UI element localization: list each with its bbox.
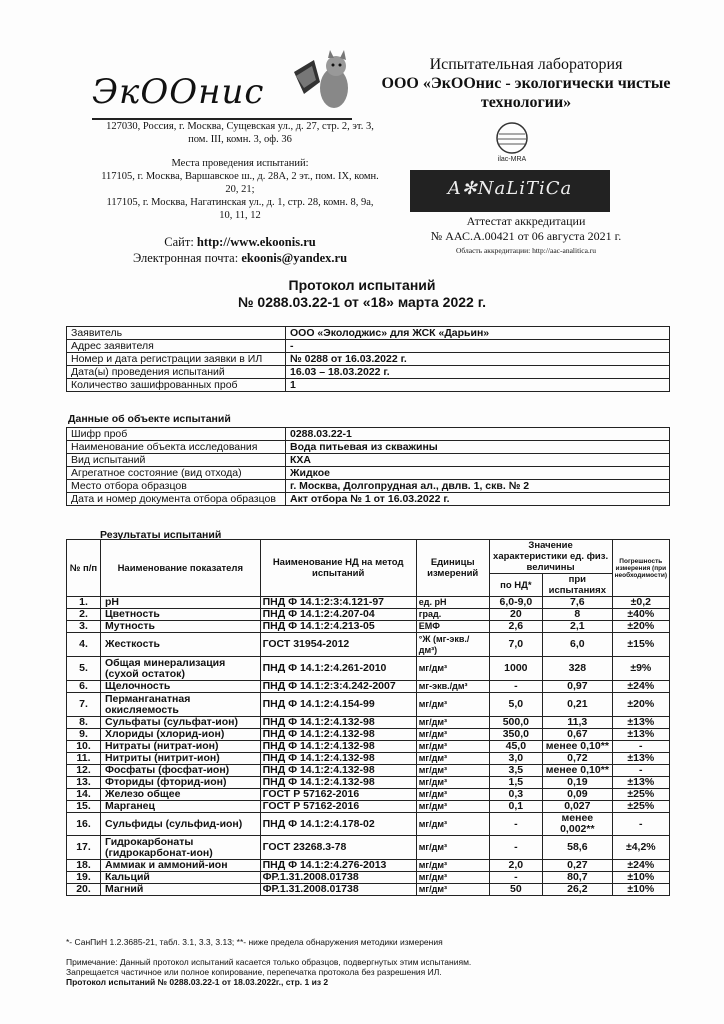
info-row (67, 353, 670, 366)
error-value: ±13% (612, 753, 669, 765)
row-number: 14. (67, 789, 101, 801)
indicator-name: Гидрокарбонаты (гидрокарбонат-ион) (101, 836, 261, 860)
accred-line-2: № ААС.А.00421 от 06 августа 2021 г. (430, 229, 622, 243)
row-number: 3. (67, 621, 101, 633)
method-name: ГОСТ Р 57162-2016 (260, 789, 416, 801)
unit-cell: мг/дм³ (416, 836, 489, 860)
email-label: Электронная почта: (132, 251, 239, 265)
indicator-name: Хлориды (хлорид-ион) (101, 729, 261, 741)
error-value: ±9% (612, 657, 669, 681)
error-value: ±20% (612, 621, 669, 633)
method-name: ПНД Ф 14.1:2:4.276-2013 (260, 860, 416, 872)
nd-value: 1000 (489, 657, 542, 681)
table-row (67, 884, 670, 896)
col-unit-header: Единицы измерений (416, 540, 489, 597)
row-number: 4. (67, 633, 101, 657)
company-logo (92, 60, 352, 120)
unit-cell: мг/дм³ (416, 860, 489, 872)
applicant-table (66, 326, 670, 392)
unit-cell: мг/дм³ (416, 789, 489, 801)
info-value: № 0288 от 16.03.2022 г. (286, 353, 670, 366)
error-value: ±10% (612, 884, 669, 896)
unit-cell: °Ж (мг-экв./дм³) (416, 633, 489, 657)
error-value: - (612, 741, 669, 753)
table-row (67, 813, 670, 836)
logo-text: ЭкООнис (92, 72, 265, 112)
test-value: 2,1 (543, 621, 613, 633)
object-section-title: Данные об объекте испытаний (68, 413, 231, 425)
method-name: ГОСТ 23268.3-78 (260, 836, 416, 860)
info-value: Жидкое (286, 467, 670, 480)
test-value: 80,7 (543, 872, 613, 884)
info-value: 1 (286, 379, 670, 392)
indicator-name: Фосфаты (фосфат-ион) (101, 765, 261, 777)
test-value: 0,97 (543, 681, 613, 693)
indicator-name: Аммиак и аммоний-ион (101, 860, 261, 872)
nd-value: 500,0 (489, 717, 542, 729)
method-name: ПНД Ф 14.1:2:4.213-05 (260, 621, 416, 633)
places-title: Места проведения испытаний: (171, 158, 309, 169)
info-row (67, 379, 670, 392)
analitica-logo-text: A✻NaLiTiCa (447, 178, 573, 199)
row-number: 5. (67, 657, 101, 681)
table-row (67, 801, 670, 813)
error-value: ±24% (612, 681, 669, 693)
error-value: ±4,2% (612, 836, 669, 860)
info-value: 0288.03.22-1 (286, 428, 670, 441)
test-value: 8 (543, 609, 613, 621)
info-row (67, 467, 670, 480)
title-line-2: № 0288.03.22-1 от «18» марта 2022 г. (237, 294, 487, 310)
email-link[interactable]: ekoonis@yandex.ru (241, 251, 348, 265)
row-number: 18. (67, 860, 101, 872)
error-value: - (612, 765, 669, 777)
info-value: КХА (286, 454, 670, 467)
nd-value: 3,0 (489, 753, 542, 765)
indicator-name: Нитриты (нитрит-ион) (101, 753, 261, 765)
row-number: 12. (67, 765, 101, 777)
table-row (67, 860, 670, 872)
table-row (67, 765, 670, 777)
info-value: г. Москва, Долгопрудная ал., двлв. 1, скв. № 2 (286, 480, 670, 493)
table-row (67, 597, 670, 609)
indicator-name: Цветность (101, 609, 261, 621)
accred-line-1: Аттестат аккредитации (466, 214, 586, 228)
nd-value: - (489, 813, 542, 836)
method-name: ПНД Ф 14.1:2:4.261-2010 (260, 657, 416, 681)
test-value: 0,027 (543, 801, 613, 813)
unit-cell: мг/дм³ (416, 777, 489, 789)
object-table (66, 427, 670, 506)
col-value-header: Значение характеристики ед. физ. величины (489, 540, 612, 574)
row-number: 20. (67, 884, 101, 896)
info-value: ООО «Эколоджис» для ЖСК «Дарьин» (286, 327, 670, 340)
protocol-title (0, 277, 724, 311)
table-row (67, 633, 670, 657)
info-key: Количество зашифрованных проб (67, 379, 286, 392)
page-footer: Протокол испытаний № 0288.03.22-1 от 18.03.2022г., стр. 1 из 2 (66, 977, 329, 987)
test-value: 0,27 (543, 860, 613, 872)
accreditation (376, 214, 676, 244)
ilac-text: ilac-MRA (497, 156, 527, 163)
analitica-logo (410, 170, 610, 212)
error-value: ±13% (612, 729, 669, 741)
info-row (67, 441, 670, 454)
test-value: 0,72 (543, 753, 613, 765)
info-value: 16.03 – 18.03.2022 г. (286, 366, 670, 379)
row-number: 8. (67, 717, 101, 729)
row-number: 6. (67, 681, 101, 693)
test-value: 328 (543, 657, 613, 681)
method-name: ПНД Ф 14.1:2:4.132-98 (260, 729, 416, 741)
site-link[interactable]: http://www.ekoonis.ru (196, 235, 316, 249)
test-value: 58,6 (543, 836, 613, 860)
lab-address: 127030, Россия, г. Москва, Сущевская ул., д. 27, стр. 2, эт. 3, пом. III, комн. 3, оф. 36 (106, 121, 374, 145)
row-number: 9. (67, 729, 101, 741)
info-key: Заявитель (67, 327, 286, 340)
nd-value: 3,5 (489, 765, 542, 777)
error-value: ±10% (612, 872, 669, 884)
nd-value: - (489, 836, 542, 860)
table-row (67, 657, 670, 681)
error-value: ±13% (612, 717, 669, 729)
method-name: ПНД Ф 14.1:2:4.132-98 (260, 777, 416, 789)
indicator-name: Марганец (101, 801, 261, 813)
col-num-header: № п/п (67, 540, 101, 597)
table-row (67, 693, 670, 717)
indicator-name: Сульфиды (сульфид-ион) (101, 813, 261, 836)
method-name: ФР.1.31.2008.01738 (260, 884, 416, 896)
info-key: Шифр проб (67, 428, 286, 441)
note-1: Примечание: Данный протокол испытаний касается только образцов, подвергнутых этим испытаниям. (66, 957, 472, 967)
row-number: 13. (67, 777, 101, 789)
place-1: 117105, г. Москва, Варшавское ш., д. 28А, 2 эт., пом. IX, комн. 20, 21; (101, 171, 379, 195)
row-number: 19. (67, 872, 101, 884)
info-row (67, 366, 670, 379)
info-key: Место отбора образцов (67, 480, 286, 493)
table-row (67, 789, 670, 801)
table-row (67, 621, 670, 633)
test-value: менее 0,002** (543, 813, 613, 836)
table-row (67, 872, 670, 884)
col-method-header: Наименование НД на метод испытаний (260, 540, 416, 597)
table-row (67, 609, 670, 621)
method-name: ПНД Ф 14.1:2:4.207-04 (260, 609, 416, 621)
test-value: 0,67 (543, 729, 613, 741)
unit-cell: мг/дм³ (416, 693, 489, 717)
info-key: Наименование объекта исследования (67, 441, 286, 454)
indicator-name: Нитраты (нитрат-ион) (101, 741, 261, 753)
row-number: 7. (67, 693, 101, 717)
test-value: 7,6 (543, 597, 613, 609)
nd-value: 20 (489, 609, 542, 621)
indicator-name: Кальций (101, 872, 261, 884)
unit-cell: мг/дм³ (416, 717, 489, 729)
row-number: 10. (67, 741, 101, 753)
test-value: 0,09 (543, 789, 613, 801)
lab-line-2: ООО «ЭкООнис - экологически чистые технологии» (381, 75, 671, 111)
col-tested-header: при испытаниях (543, 574, 613, 597)
error-value: ±20% (612, 693, 669, 717)
info-value: - (286, 340, 670, 353)
info-value: Вода питьевая из скважины (286, 441, 670, 454)
unit-cell: мг/дм³ (416, 801, 489, 813)
info-key: Дата и номер документа отбора образцов (67, 493, 286, 506)
testing-places (100, 157, 380, 222)
row-number: 16. (67, 813, 101, 836)
results-title: Результаты испытаний (100, 529, 222, 541)
unit-cell: мг/дм³ (416, 884, 489, 896)
ilac-mra-icon (486, 120, 538, 164)
indicator-name: pH (101, 597, 261, 609)
nd-value: 6,0-9,0 (489, 597, 542, 609)
unit-cell: град. (416, 609, 489, 621)
test-value: 0,21 (543, 693, 613, 717)
indicator-name: Магний (101, 884, 261, 896)
info-key: Номер и дата регистрации заявки в ИЛ (67, 353, 286, 366)
nd-value: - (489, 681, 542, 693)
error-value: ±25% (612, 789, 669, 801)
table-row (67, 741, 670, 753)
method-name: ФР.1.31.2008.01738 (260, 872, 416, 884)
method-name: ПНД Ф 14.1:2:4.178-02 (260, 813, 416, 836)
method-name: ПНД Ф 14.1:2:3:4.121-97 (260, 597, 416, 609)
indicator-name: Жесткость (101, 633, 261, 657)
contacts (100, 234, 380, 266)
info-row (67, 428, 670, 441)
info-key: Адрес заявителя (67, 340, 286, 353)
row-number: 17. (67, 836, 101, 860)
test-value: менее 0,10** (543, 765, 613, 777)
table-row (67, 753, 670, 765)
error-value: ±24% (612, 860, 669, 872)
col-nd-header: по НД* (489, 574, 542, 597)
nd-value: - (489, 872, 542, 884)
nd-value: 50 (489, 884, 542, 896)
indicator-name: Общая минерализация (сухой остаток) (101, 657, 261, 681)
error-value: ±40% (612, 609, 669, 621)
method-name: ПНД Ф 14.1:2:3:4.242-2007 (260, 681, 416, 693)
nd-value: 2,0 (489, 860, 542, 872)
site-label: Сайт: (164, 235, 194, 249)
note-2: Запрещается частичное или полное копирование, перепечатка протокола без разрешения ИЛ. (66, 967, 442, 977)
results-table (66, 539, 670, 896)
title-line-1: Протокол испытаний (288, 277, 436, 293)
test-value: 0,19 (543, 777, 613, 789)
test-value: менее 0,10** (543, 741, 613, 753)
table-row (67, 681, 670, 693)
info-row (67, 454, 670, 467)
error-value: ±13% (612, 777, 669, 789)
unit-cell: мг/дм³ (416, 729, 489, 741)
table-row (67, 717, 670, 729)
method-name: ПНД Ф 14.1:2:4.132-98 (260, 753, 416, 765)
info-row (67, 327, 670, 340)
col-name-header: Наименование показателя (101, 540, 261, 597)
info-row (67, 480, 670, 493)
unit-cell: мг/дм³ (416, 753, 489, 765)
table-row (67, 777, 670, 789)
lab-title (376, 55, 676, 112)
test-value: 11,3 (543, 717, 613, 729)
info-value: Акт отбора № 1 от 16.03.2022 г. (286, 493, 670, 506)
cat-butterfly-icon (290, 42, 352, 118)
table-row (67, 729, 670, 741)
indicator-name: Железо общее (101, 789, 261, 801)
unit-cell: мг/дм³ (416, 741, 489, 753)
indicator-name: Мутность (101, 621, 261, 633)
lab-line-1: Испытательная лаборатория (429, 56, 623, 73)
row-number: 2. (67, 609, 101, 621)
unit-cell: мг/дм³ (416, 657, 489, 681)
method-name: ГОСТ Р 57162-2016 (260, 801, 416, 813)
info-row (67, 340, 670, 353)
test-value: 26,2 (543, 884, 613, 896)
row-number: 15. (67, 801, 101, 813)
info-row (67, 493, 670, 506)
col-error-header: Погрешность измерения (при необходимости) (612, 540, 669, 597)
row-number: 1. (67, 597, 101, 609)
unit-cell: мг/дм³ (416, 872, 489, 884)
error-value: ±0,2 (612, 597, 669, 609)
unit-cell: ЕМФ (416, 621, 489, 633)
accred-area: Область аккредитации: http://aac-analitica.ru (455, 246, 597, 255)
unit-cell: мг-экв./дм³ (416, 681, 489, 693)
indicator-name: Сульфаты (сульфат-ион) (101, 717, 261, 729)
error-value: ±25% (612, 801, 669, 813)
error-value: - (612, 813, 669, 836)
nd-value: 5,0 (489, 693, 542, 717)
info-key: Дата(ы) проведения испытаний (67, 366, 286, 379)
error-value: ±15% (612, 633, 669, 657)
unit-cell: ед. pH (416, 597, 489, 609)
footnote: *- СанПиН 1.2.3685-21, табл. 3.1, 3.3, 3.13; **- ниже предела обнаружения методики измерения (66, 937, 443, 947)
method-name: ПНД Ф 14.1:2:4.132-98 (260, 741, 416, 753)
indicator-name: Фториды (фторид-ион) (101, 777, 261, 789)
nd-value: 0,1 (489, 801, 542, 813)
indicator-name: Щелочность (101, 681, 261, 693)
unit-cell: мг/дм³ (416, 765, 489, 777)
method-name: ГОСТ 31954-2012 (260, 633, 416, 657)
nd-value: 7,0 (489, 633, 542, 657)
nd-value: 1,5 (489, 777, 542, 789)
table-row (67, 836, 670, 860)
unit-cell: мг/дм³ (416, 813, 489, 836)
place-2: 117105, г. Москва, Нагатинская ул., д. 1, стр. 28, комн. 8, 9а, 10, 11, 12 (106, 197, 374, 221)
indicator-name: Перманганатная окисляемость (101, 693, 261, 717)
info-key: Агрегатное состояние (вид отхода) (67, 467, 286, 480)
nd-value: 45,0 (489, 741, 542, 753)
nd-value: 0,3 (489, 789, 542, 801)
nd-value: 350,0 (489, 729, 542, 741)
test-value: 6,0 (543, 633, 613, 657)
method-name: ПНД Ф 14.1:2:4.132-98 (260, 717, 416, 729)
method-name: ПНД Ф 14.1:2:4.132-98 (260, 765, 416, 777)
nd-value: 2,6 (489, 621, 542, 633)
row-number: 11. (67, 753, 101, 765)
method-name: ПНД Ф 14.1:2:4.154-99 (260, 693, 416, 717)
info-key: Вид испытаний (67, 454, 286, 467)
